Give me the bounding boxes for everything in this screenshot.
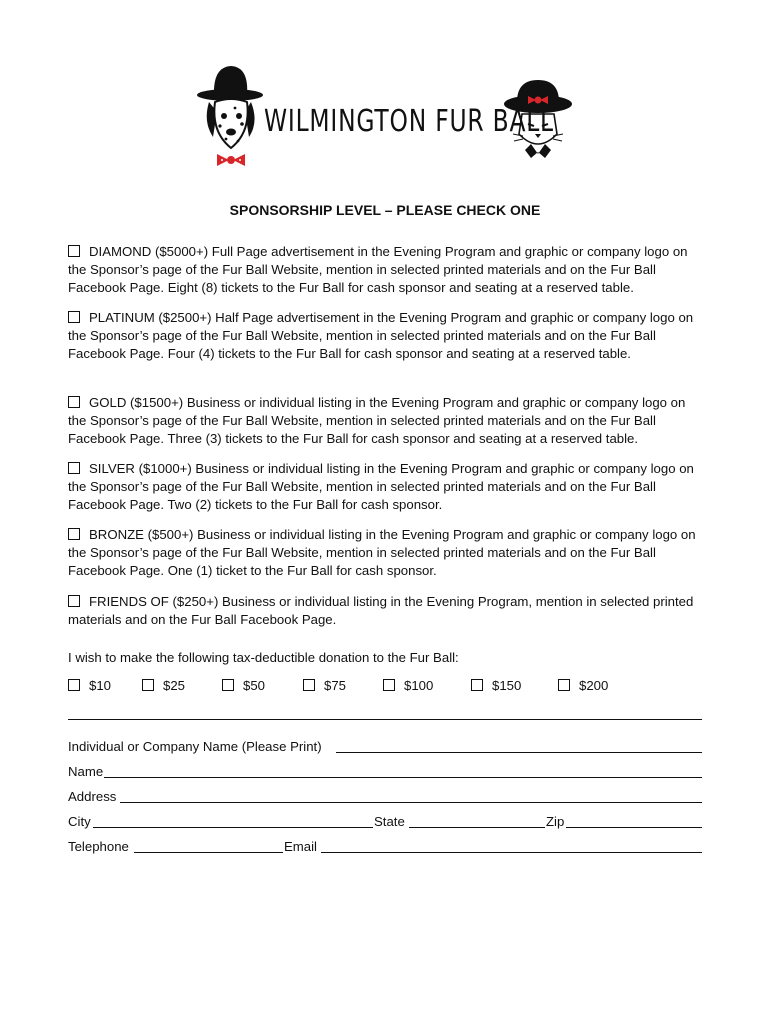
level-text: SILVER ($1000+) Business or individual listing in the Evening Program and graphic or company logo on the Sponsor’s page of the Fur Ball Website, mention in selected printed materials and on the Fur Ball Facebook Page. Two (2) tickets to the Fur Ball for cash sponsor. [68, 461, 694, 513]
silver-checkbox[interactable] [68, 462, 80, 474]
donation-prompt: I wish to make the following tax-deductible donation to the Fur Ball: [68, 650, 459, 665]
amount-option[interactable]: $75 [303, 678, 346, 693]
address-field[interactable] [120, 802, 702, 803]
level-text: BRONZE ($500+) Business or individual listing in the Evening Program and graphic or company logo on the Sponsor’s page of the Fur Ball Website, mention in selected printed materials and on the Fur Ball Facebook Page. One (1) ticket to the Fur Ball for cash sponsor. [68, 527, 696, 579]
gold-checkbox[interactable] [68, 396, 80, 408]
checkbox-icon [471, 679, 483, 691]
level-friends-of [68, 593, 704, 629]
checkbox-icon [303, 679, 315, 691]
donation-amount-line[interactable] [68, 719, 702, 720]
telephone-field[interactable] [134, 852, 283, 853]
amount-option[interactable]: $50 [222, 678, 265, 693]
level-diamond [68, 243, 704, 298]
amount-option[interactable]: $150 [471, 678, 521, 693]
zip-field[interactable] [566, 827, 702, 828]
level-platinum [68, 309, 704, 364]
checkbox-icon [68, 679, 80, 691]
level-text: PLATINUM ($2500+) Half Page advertisement in the Evening Program and graphic or company logo on the Sponsor’s page of the Fur Ball Website, mention in selected printed materials and on the Fur Ball Facebook Page. Four (4) tickets to the Fur Ball for cash sponsor and seating at a reserved table. [68, 310, 694, 362]
level-text: FRIENDS OF ($250+) Business or individual listing in the Evening Program, mention in selected printed materials and on the Fur Ball Facebook Page. [68, 594, 694, 628]
amount-option[interactable]: $100 [383, 678, 433, 693]
address-label: Address [68, 789, 117, 804]
name-field[interactable] [104, 777, 702, 778]
zip-label: Zip [546, 814, 565, 829]
logo-text: WILMINGTON FUR BALL [264, 104, 554, 139]
diamond-checkbox[interactable] [68, 245, 80, 257]
name-label: Name [68, 764, 104, 779]
city-label: City [68, 814, 91, 829]
wilmington-fur-ball-logo [195, 62, 575, 180]
level-gold [68, 394, 704, 449]
checkbox-icon [383, 679, 395, 691]
level-text: DIAMOND ($5000+) Full Page advertisement in the Evening Program and graphic or company logo on the Sponsor’s page of the Fur Ball Website, mention in selected printed materials and on the Fur Ball Facebook Page. Eight (8) tickets to the Fur Ball for cash sponsor and seating at a reserved table. [68, 244, 688, 296]
level-bronze [68, 526, 704, 581]
page-title: SPONSORSHIP LEVEL – PLEASE CHECK ONE [229, 202, 541, 218]
amount-option[interactable]: $200 [558, 678, 608, 693]
dalmatian-icon [197, 66, 263, 166]
state-field[interactable] [409, 827, 545, 828]
friends-of-checkbox[interactable] [68, 595, 80, 607]
company-name-field[interactable] [336, 752, 702, 753]
bronze-checkbox[interactable] [68, 528, 80, 540]
state-label: State [374, 814, 405, 829]
checkbox-icon [222, 679, 234, 691]
checkbox-icon [558, 679, 570, 691]
company-name-label: Individual or Company Name (Please Print) [68, 739, 322, 754]
email-field[interactable] [321, 852, 702, 853]
amount-option[interactable]: $10 [68, 678, 111, 693]
platinum-checkbox[interactable] [68, 311, 80, 323]
level-text: GOLD ($1500+) Business or individual listing in the Evening Program and graphic or company logo on the Sponsor’s page of the Fur Ball Website, mention in selected printed materials and on the Fur Ball Facebook Page. Three (3) tickets to the Fur Ball for cash sponsor and seating at a reserved table. [68, 395, 686, 447]
level-silver [68, 460, 704, 515]
telephone-label: Telephone [68, 839, 129, 854]
email-label: Email [284, 839, 317, 854]
checkbox-icon [142, 679, 154, 691]
city-field[interactable] [93, 827, 373, 828]
amount-option[interactable]: $25 [142, 678, 185, 693]
